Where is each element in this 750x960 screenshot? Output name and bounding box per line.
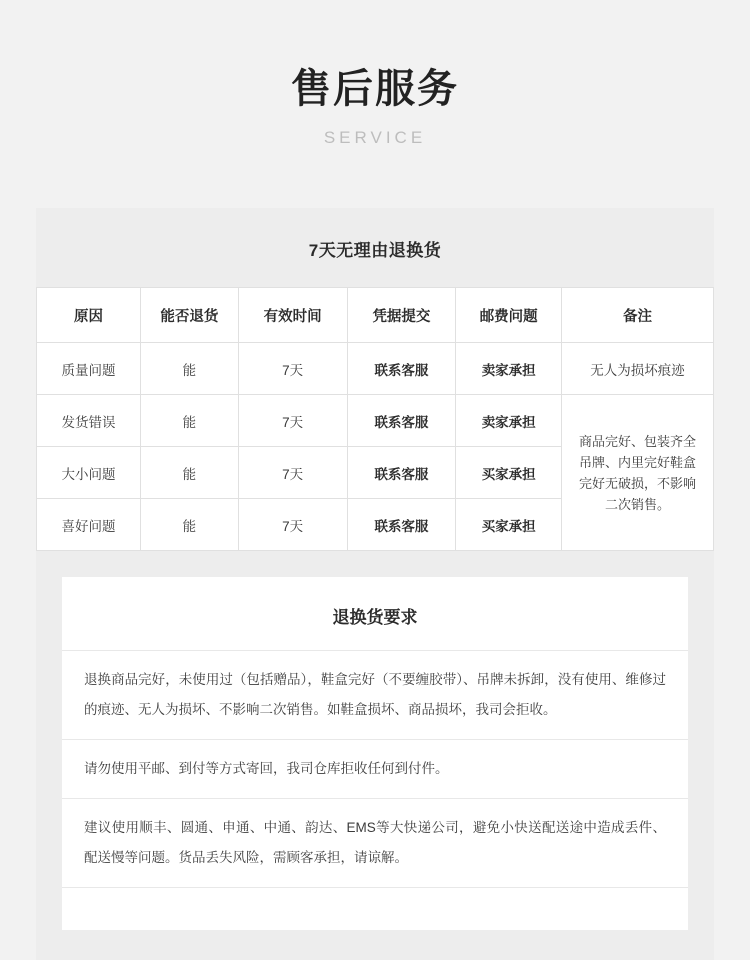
cell-reason: 喜好问题 xyxy=(37,499,141,551)
table-row xyxy=(37,343,714,395)
cell-valid-time: 7天 xyxy=(238,447,347,499)
service-panel xyxy=(36,208,714,960)
page-header xyxy=(0,0,750,150)
table-header-row xyxy=(37,288,714,343)
cell-valid-time: 7天 xyxy=(238,499,347,551)
cell-reason: 质量问题 xyxy=(37,343,141,395)
page-subtitle: SERVICE xyxy=(323,128,427,147)
cell-proof: 联系客服 xyxy=(347,395,456,447)
cell-returnable: 能 xyxy=(140,395,238,447)
cell-proof: 联系客服 xyxy=(347,447,456,499)
column-header-reason: 原因 xyxy=(37,288,141,343)
requirements-title: 退换货要求 xyxy=(332,608,418,627)
cell-note: 无人为损坏痕迹 xyxy=(562,343,714,395)
cell-proof: 联系客服 xyxy=(347,343,456,395)
policy-table-title: 7天无理由退换货 xyxy=(308,241,442,260)
column-header-valid-time: 有效时间 xyxy=(238,288,347,343)
requirement-item: 建议使用顺丰、圆通、申通、中通、韵达、EMS等大快递公司，避免小快送配送途中造成丢件、配送慢等问题。货品丢失风险，需顾客承担，请谅解。 xyxy=(62,798,688,887)
cell-shipping-fee: 卖家承担 xyxy=(456,343,562,395)
cell-merged-note: 商品完好、包装齐全吊牌、内里完好鞋盒完好无破损，不影响二次销售。 xyxy=(562,395,714,551)
cell-reason: 发货错误 xyxy=(37,395,141,447)
column-header-shipping-fee: 邮费问题 xyxy=(456,288,562,343)
cell-valid-time: 7天 xyxy=(238,343,347,395)
return-policy-table xyxy=(36,287,714,551)
cell-shipping-fee: 卖家承担 xyxy=(456,395,562,447)
page-title: 售后服务 xyxy=(291,67,459,111)
cell-valid-time: 7天 xyxy=(238,395,347,447)
requirement-item: 退换商品完好，未使用过（包括赠品），鞋盒完好（不要缠胶带）、吊牌未拆卸，没有使用、维修过的痕迹、无人为损坏、不影响二次销售。如鞋盒损坏、商品损坏，我司会拒收。 xyxy=(62,650,688,739)
requirements-divider xyxy=(62,887,688,906)
column-header-proof: 凭据提交 xyxy=(347,288,456,343)
cell-proof: 联系客服 xyxy=(347,499,456,551)
table-row xyxy=(37,395,714,447)
column-header-returnable: 能否退货 xyxy=(140,288,238,343)
cell-shipping-fee: 买家承担 xyxy=(456,447,562,499)
column-header-note: 备注 xyxy=(562,288,714,343)
table-body xyxy=(37,343,714,551)
cell-returnable: 能 xyxy=(140,499,238,551)
table-head xyxy=(37,288,714,343)
requirement-item: 请勿使用平邮、到付等方式寄回，我司仓库拒收任何到付件。 xyxy=(62,739,688,798)
cell-returnable: 能 xyxy=(140,447,238,499)
return-requirements-block xyxy=(62,577,688,930)
cell-shipping-fee: 买家承担 xyxy=(456,499,562,551)
cell-reason: 大小问题 xyxy=(37,447,141,499)
cell-returnable: 能 xyxy=(140,343,238,395)
